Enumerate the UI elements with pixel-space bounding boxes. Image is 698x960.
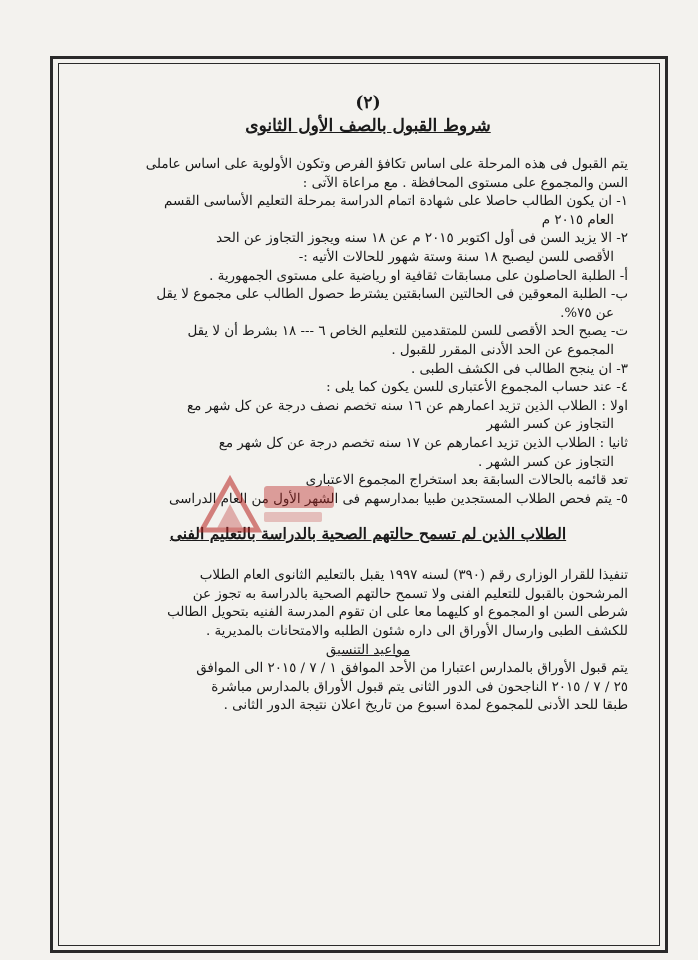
section-line: تنفيذا للقرار الوزارى رقم (٣٩٠) لسنه ١٩٩٧ يقبل بالتعليم الثانوى العام الطلاب bbox=[199, 568, 628, 584]
condition-line: العام ٢٠١٥ م bbox=[541, 212, 614, 228]
condition-line: ٥- يتم فحص الطلاب المستجدين طبيا بمدارسهم فى الشهر الأول من العام الدراسى bbox=[168, 491, 628, 507]
condition-line: ٤- عند حساب المجموع الأعتبارى للسن يكون كما يلى : bbox=[326, 380, 628, 396]
section-title-technical: الطلاب الذين لم تسمح حالتهم الصحية بالدراسة بالتعليم الفنى bbox=[169, 524, 567, 544]
watermark-logo bbox=[192, 468, 342, 540]
condition-line: المجموع عن الحد الأدنى المقرر للقبول . bbox=[391, 342, 614, 358]
condition-line: أ- الطلبة الحاصلون على مسابقات ثقافية او رياضية على مستوى الجمهورية . bbox=[209, 268, 628, 284]
schedule-line: طبقا للحد الأدنى للمجموع لمدة اسبوع من تاريخ اعلان نتيجة الدور الثانى . bbox=[223, 698, 628, 714]
condition-line: ت- يصبح الحد الأقصى للسن للمتقدمين للتعليم الخاص ٦ --- ١٨ بشرط أن لا يقل bbox=[187, 324, 628, 340]
condition-line: ١- ان يكون الطالب حاصلا على شهادة اتمام الدراسة بمرحلة التعليم الأساسى القسم bbox=[164, 194, 628, 210]
condition-line: ٢- الا يزيد السن فى أول اكتوبر ٢٠١٥ م عن ١٨ سنه ويجوز التجاوز عن الحد bbox=[216, 231, 628, 247]
section-title-schedule: مواعيد التنسيق bbox=[325, 642, 411, 658]
condition-line: التجاوز عن كسر الشهر bbox=[486, 417, 614, 433]
page-title: شروط القبول بالصف الأول الثانوى bbox=[245, 116, 491, 136]
section-line: للكشف الطبى وارسال الأوراق الى داره شئون الطلبه والامتحانات بالمديرية . bbox=[205, 624, 628, 640]
document-body bbox=[108, 92, 628, 716]
intro-line: السن والمجموع على مستوى المحافظة . مع مراعاة الآتى : bbox=[302, 175, 628, 191]
condition-line: التجاوز عن كسر الشهر . bbox=[478, 454, 614, 470]
section-line: شرطى السن او المجموع او كليهما معا على ان تقوم المدرسة الفنيه بتحويل الطالب bbox=[167, 605, 628, 621]
condition-line: تعد قائمه بالحالات السابقة بعد استخراج المجموع الاعتبارى bbox=[305, 473, 628, 489]
schedule-line: ٢٥ / ٧ / ٢٠١٥ الناجحون فى الدور الثانى يتم قبول الأوراق بالمدارس مباشرة bbox=[211, 679, 628, 695]
condition-line: ب- الطلبة المعوقين فى الحالتين السابقتين يشترط حصول الطالب على مجموع لا يقل bbox=[156, 287, 628, 303]
section-line: المرشحون بالقبول للتعليم الفنى ولا تسمح حالتهم الصحية بالدراسة به تجوز عن bbox=[192, 586, 628, 602]
condition-line: اولا : الطلاب الذين تزيد اعمارهم عن ١٦ سنه تخصم نصف درجة عن كل شهر مع bbox=[187, 398, 628, 414]
condition-line: ٣- ان ينجح الطالب فى الكشف الطبى . bbox=[410, 361, 628, 377]
condition-line: ثانيا : الطلاب الذين تزيد اعمارهم عن ١٧ سنه تخصم درجة عن كل شهر مع bbox=[218, 435, 628, 451]
condition-line: الأقصى للسن ليصبح ١٨ سنة وستة شهور للحالات الأتيه :- bbox=[298, 249, 614, 265]
page-number: (٢) bbox=[355, 93, 381, 113]
schedule-line: يتم قبول الأوراق بالمدارس اعتبارا من الأحد الموافق ١ / ٧ / ٢٠١٥ الى الموافق bbox=[196, 661, 628, 677]
intro-line: يتم القبول فى هذه المرحلة على اساس تكافؤ الفرص وتكون الأولوية على اساس عاملى bbox=[145, 157, 628, 172]
condition-line: عن ٧٥%. bbox=[560, 305, 614, 321]
